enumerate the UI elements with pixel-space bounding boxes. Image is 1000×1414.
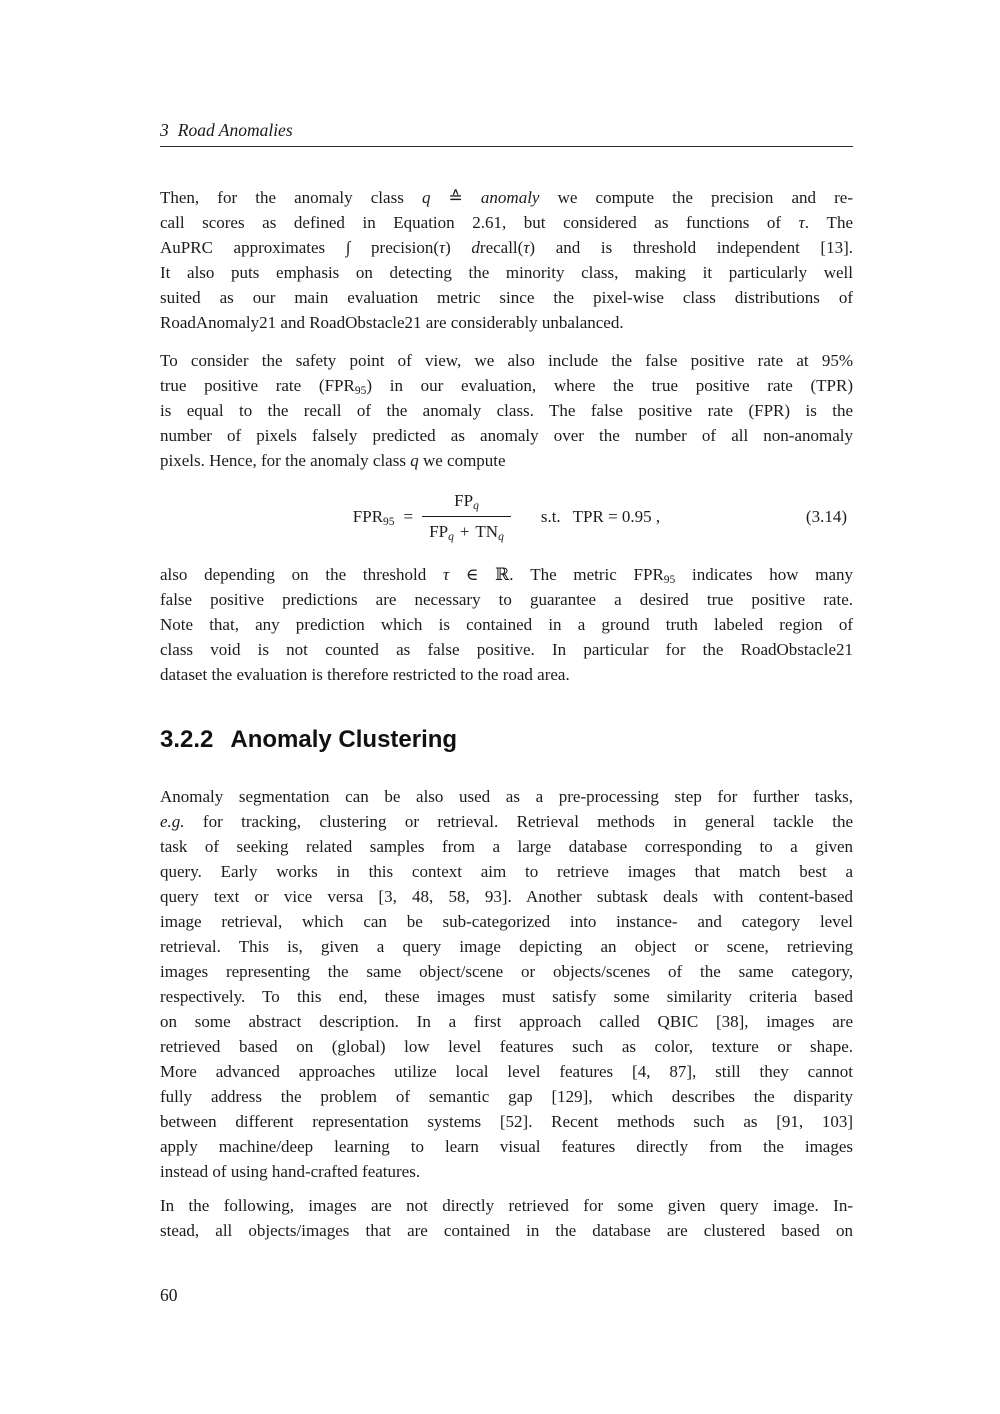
text-segment: e.g.	[160, 812, 185, 831]
text-segment: between different representation systems [52]. Recent methods such as [91, 103]	[160, 1112, 853, 1131]
text-line	[160, 884, 853, 909]
text-segment: q	[410, 451, 419, 470]
text-segment: task of seeking related samples from a large database corresponding to a given	[160, 837, 853, 856]
text-line	[160, 959, 853, 984]
page-number: 60	[160, 1285, 178, 1305]
text-line	[160, 423, 853, 448]
text-segment: It also puts emphasis on detecting the minority class, making it particularly well	[160, 263, 853, 282]
text-segment: Anomaly segmentation can be also used as a pre-processing step for further tasks,	[160, 787, 853, 806]
denominator-left-subscript: q	[448, 531, 454, 543]
chapter-title: Road Anomalies	[177, 120, 293, 140]
text-line	[160, 1034, 853, 1059]
text-line	[160, 587, 853, 612]
text-line	[160, 612, 853, 637]
text-segment: pixels. Hence, for the anomaly class	[160, 451, 411, 470]
text-line	[160, 809, 853, 834]
text-segment: false positive predictions are necessary to guarantee a desired true positive rate.	[160, 590, 853, 609]
text-line	[160, 398, 853, 423]
text-segment: anomaly	[480, 188, 540, 207]
section-heading	[160, 725, 853, 755]
text-segment: q	[421, 188, 431, 207]
text-line	[160, 348, 853, 373]
text-segment: retrieval. This is, given a query image depicting an object or scene, retrieving	[160, 937, 853, 956]
text-line	[160, 562, 853, 587]
numerator-subscript: q	[473, 500, 479, 512]
equation-lhs	[353, 507, 395, 527]
running-header	[160, 120, 853, 147]
text-line	[160, 448, 853, 473]
text-segment: image retrieval, which can be sub-categorized into instance- and category level	[160, 912, 853, 931]
text-segment: retrieved based on (global) low level features such as color, texture or shape.	[160, 1037, 853, 1056]
fraction-denominator	[422, 516, 511, 544]
text-line	[160, 859, 853, 884]
equation-lhs-subscript: 95	[383, 515, 395, 528]
text-line	[160, 1193, 853, 1218]
text-segment: To consider the safety point of view, we also include the false positive rate at 95%	[160, 351, 853, 370]
fraction-numerator	[422, 489, 511, 516]
text-segment: call scores as defined in Equation 2.61, but considered as functions of	[160, 213, 799, 232]
text-segment: ∈ ℝ. The metric FPR	[449, 565, 664, 584]
section-title: Anomaly Clustering	[230, 726, 458, 753]
text-line	[160, 185, 853, 210]
text-line	[160, 310, 853, 335]
denominator-right-subscript: q	[498, 531, 504, 543]
text-segment: also depending on the threshold	[160, 565, 443, 584]
text-line	[160, 934, 853, 959]
paragraph-safety-fpr	[160, 348, 853, 473]
chapter-number: 3	[160, 120, 169, 140]
text-segment: 95	[663, 574, 676, 586]
denominator-right-base: TN	[475, 522, 499, 541]
text-line	[160, 1159, 853, 1184]
text-segment: τ	[523, 238, 530, 257]
text-segment: More advanced approaches utilize local level features [4, 87], still they cannot	[160, 1062, 853, 1081]
text-segment: . The	[804, 213, 853, 232]
text-segment: we compute	[418, 451, 506, 470]
text-segment: Then, for the anomaly class	[160, 188, 422, 207]
text-line	[160, 662, 853, 687]
text-segment: In the following, images are not directly retrieved for some given query image. In-	[160, 1196, 853, 1215]
text-segment: Note that, any prediction which is contained in a ground truth labeled region of	[160, 615, 853, 634]
text-segment: number of pixels falsely predicted as anomaly over the number of all non-anomaly	[160, 426, 853, 445]
text-segment: true positive rate (FPR	[160, 376, 355, 395]
equation-number: (3.14)	[805, 506, 847, 526]
text-segment: AuPRC approximates ∫ precision(	[160, 238, 440, 257]
equation-fpr95	[160, 489, 853, 544]
text-segment: we compute the precision and re-	[539, 188, 854, 207]
equation-lhs-base: FPR	[352, 506, 384, 526]
denominator-left-base: FP	[429, 522, 449, 541]
text-segment: ) in our evaluation, where the true positive rate (TPR)	[366, 376, 853, 395]
text-line	[160, 909, 853, 934]
text-segment: 95	[354, 385, 367, 397]
paragraph-following-clustering	[160, 1193, 853, 1243]
text-segment: recall(	[479, 238, 524, 257]
text-segment: suited as our main evaluation metric since the pixel-wise class distributions of	[160, 288, 853, 307]
section-number: 3.2.2	[160, 726, 214, 753]
text-segment: ) and is threshold independent [13].	[529, 238, 854, 257]
text-segment: )	[445, 238, 472, 257]
text-segment: respectively. To this end, these images must satisfy some similarity criteria based	[160, 987, 853, 1006]
text-segment: on some abstract description. In a first approach called QBIC [38], images are	[160, 1012, 853, 1031]
text-line	[160, 984, 853, 1009]
text-segment: apply machine/deep learning to learn visual features directly from the images	[160, 1137, 853, 1156]
text-segment: indicates how many	[675, 565, 853, 584]
constraint-expression: TPR = 0.95 ,	[572, 506, 661, 526]
constraint-label: s.t.	[540, 506, 561, 526]
text-segment: query text or vice versa [3, 48, 58, 93]. Another subtask deals with content-based	[160, 887, 853, 906]
text-segment: for tracking, clustering or retrieval. Retrieval methods in general tackle the	[184, 812, 853, 831]
text-segment: query. Early works in this context aim to retrieve images that match best a	[160, 862, 853, 881]
text-line	[160, 1109, 853, 1134]
text-line	[160, 1009, 853, 1034]
text-segment: ≙	[430, 188, 481, 207]
text-segment: τ	[798, 213, 805, 232]
text-line	[160, 834, 853, 859]
text-segment: RoadAnomaly21 and RoadObstacle21 are considerably unbalanced.	[160, 313, 624, 332]
text-segment: stead, all objects/images that are contained in the database are clustered based on	[160, 1221, 853, 1240]
text-segment: dataset the evaluation is therefore restricted to the road area.	[160, 665, 570, 684]
text-line	[160, 784, 853, 809]
text-line	[160, 1059, 853, 1084]
text-line	[160, 260, 853, 285]
text-line	[160, 1084, 853, 1109]
text-line	[160, 637, 853, 662]
text-line	[160, 1134, 853, 1159]
text-segment: τ	[439, 238, 446, 257]
text-segment: is equal to the recall of the anomaly class. The false positive rate (FPR) is the	[160, 401, 853, 420]
paragraph-threshold-metric	[160, 562, 853, 687]
paragraph-precision-recall	[160, 185, 853, 335]
equals-sign: =	[403, 506, 414, 526]
text-line	[160, 210, 853, 235]
text-line	[160, 1218, 853, 1243]
text-line	[160, 235, 853, 260]
text-segment: τ	[442, 565, 450, 584]
fraction	[422, 489, 511, 544]
text-line	[160, 373, 853, 398]
text-column	[160, 120, 853, 1243]
text-segment: class void is not counted as false positive. In particular for the RoadObstacle21	[160, 640, 853, 659]
text-segment: d	[471, 238, 480, 257]
text-segment: instead of using hand-crafted features.	[160, 1162, 421, 1181]
plus-sign: +	[459, 522, 470, 541]
paragraph-anomaly-clustering-intro	[160, 784, 853, 1184]
text-segment: images representing the same object/scene or objects/scenes of the same category,	[160, 962, 853, 981]
text-line	[160, 285, 853, 310]
text-segment: fully address the problem of semantic gap [129], which describes the disparity	[160, 1087, 853, 1106]
numerator-base: FP	[454, 491, 474, 510]
